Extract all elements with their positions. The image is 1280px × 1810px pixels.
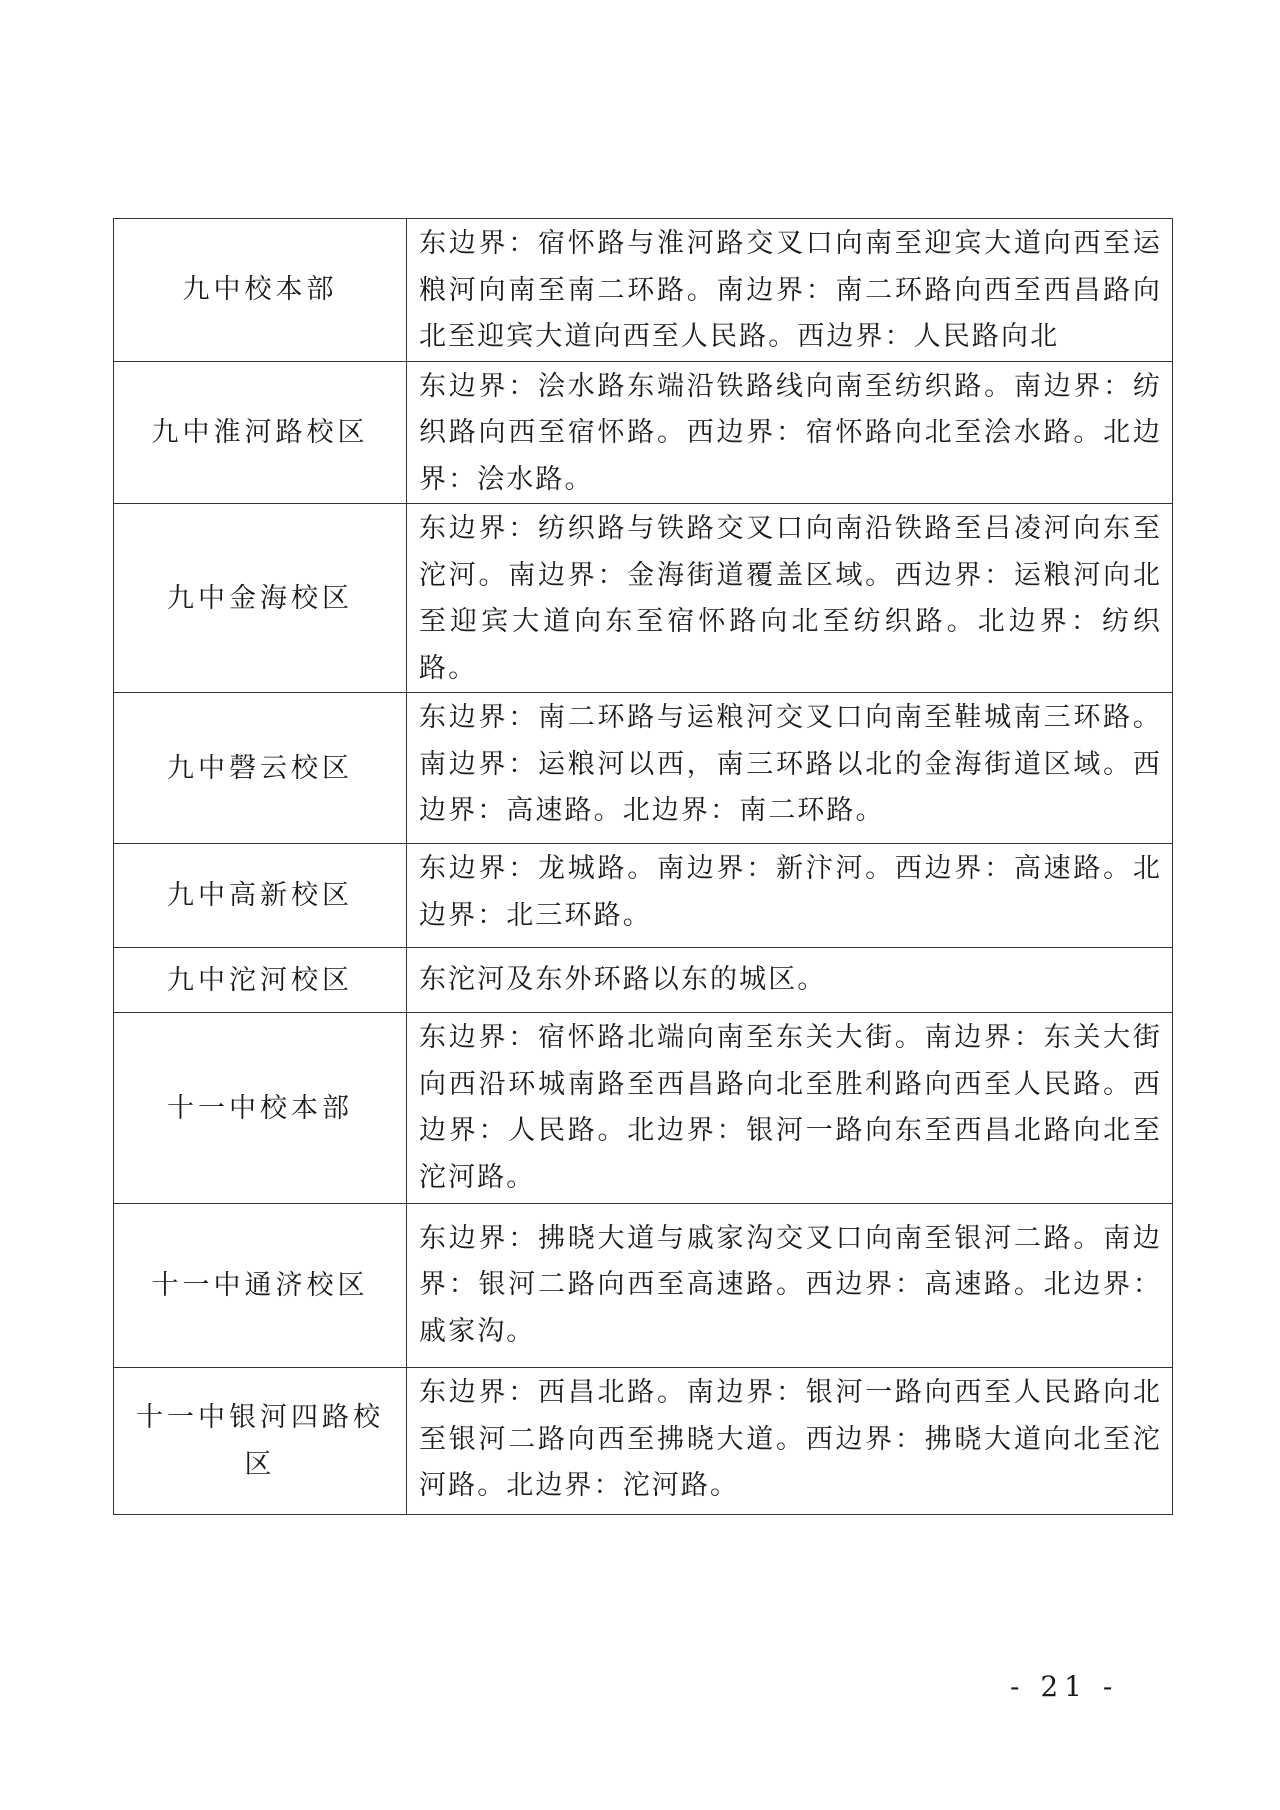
table-row [114, 219, 1173, 362]
campus-boundary: 东边界：宿怀路北端向南至东关大街。南边界：东关大街向西沿环城南路至西昌路向北至胜利路向西至人民路。西边界：人民路。北边界：银河一路向东至西昌北路向北至沱河路。 [407, 1013, 1173, 1204]
campus-boundary: 东边界：南二环路与运粮河交叉口向南至鞋城南三环路。南边界：运粮河以西，南三环路以北的金海街道区域。西边界：高速路。北边界：南二环路。 [407, 693, 1173, 844]
campus-boundary: 东边界：拂晓大道与戚家沟交叉口向南至银河二路。南边界：银河二路向西至高速路。西边界：高速路。北边界：戚家沟。 [407, 1204, 1173, 1368]
campus-boundary: 东边界：龙城路。南边界：新汴河。西边界：高速路。北边界：北三环路。 [407, 844, 1173, 948]
page-number: - 21 - [1010, 1670, 1119, 1703]
campus-name: 九中淮河路校区 [114, 361, 407, 504]
school-district-table [113, 218, 1173, 1515]
campus-name: 十一中银河四路校区 [114, 1368, 407, 1515]
campus-name: 十一中通济校区 [114, 1204, 407, 1368]
campus-name: 九中磬云校区 [114, 693, 407, 844]
campus-name: 九中金海校区 [114, 504, 407, 693]
table-row [114, 1013, 1173, 1204]
campus-boundary: 东边界：西昌北路。南边界：银河一路向西至人民路向北至银河二路向西至拂晓大道。西边界：拂晓大道向北至沱河路。北边界：沱河路。 [407, 1368, 1173, 1515]
campus-name: 九中校本部 [114, 219, 407, 362]
campus-boundary: 东边界：宿怀路与淮河路交叉口向南至迎宾大道向西至运粮河向南至南二环路。南边界：南二环路向西至西昌路向北至迎宾大道向西至人民路。西边界：人民路向北 [407, 219, 1173, 362]
campus-boundary: 东沱河及东外环路以东的城区。 [407, 948, 1173, 1013]
table-row [114, 1204, 1173, 1368]
table-row [114, 844, 1173, 948]
campus-boundary: 东边界：浍水路东端沿铁路线向南至纺织路。南边界：纺织路向西至宿怀路。西边界：宿怀路向北至浍水路。北边界：浍水路。 [407, 361, 1173, 504]
table-row [114, 1368, 1173, 1515]
campus-name: 九中沱河校区 [114, 948, 407, 1013]
table-row [114, 504, 1173, 693]
table-row [114, 693, 1173, 844]
table-row [114, 948, 1173, 1013]
campus-name: 九中高新校区 [114, 844, 407, 948]
table-row [114, 361, 1173, 504]
campus-name: 十一中校本部 [114, 1013, 407, 1204]
campus-boundary: 东边界：纺织路与铁路交叉口向南沿铁路至吕凌河向东至沱河。南边界：金海街道覆盖区域。西边界：运粮河向北至迎宾大道向东至宿怀路向北至纺织路。北边界：纺织路。 [407, 504, 1173, 693]
